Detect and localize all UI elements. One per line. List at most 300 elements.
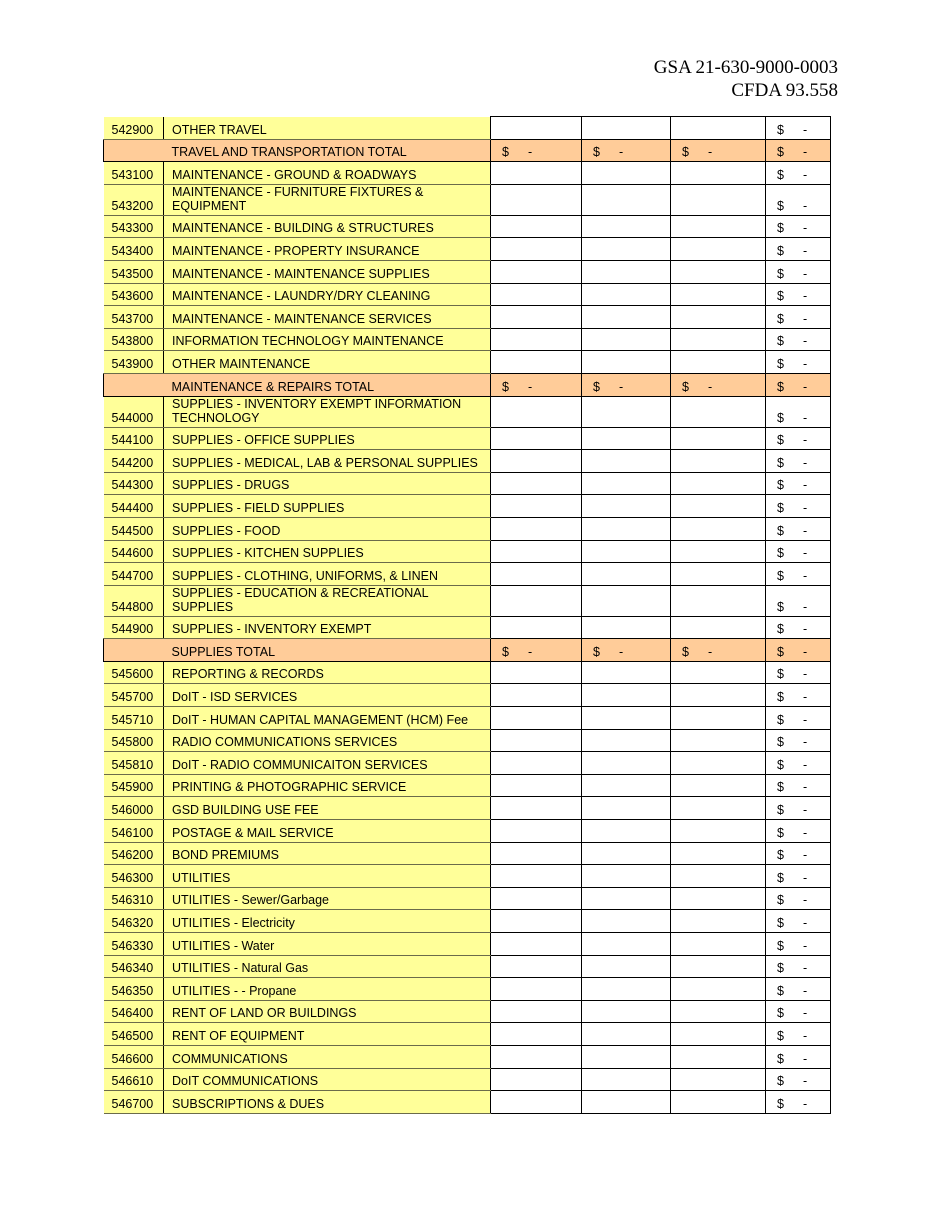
amount-cell-3 bbox=[671, 1023, 766, 1046]
amount-cell-1 bbox=[491, 215, 582, 238]
amount-cell-1 bbox=[491, 517, 582, 540]
row-total bbox=[766, 661, 831, 684]
amount-cell-1 bbox=[491, 306, 582, 329]
account-code: 546000 bbox=[104, 797, 164, 820]
row-total bbox=[766, 117, 831, 140]
amount-value: - bbox=[803, 455, 808, 470]
account-code: 546400 bbox=[104, 1000, 164, 1023]
amount-value: - bbox=[803, 712, 808, 727]
amount-cell-2 bbox=[582, 910, 671, 933]
amount-cell-3 bbox=[671, 978, 766, 1001]
currency-symbol: $ bbox=[777, 870, 784, 885]
amount-value: - bbox=[803, 478, 808, 493]
amount-cell-1 bbox=[491, 978, 582, 1001]
grant-number: GSA 21-630-9000-0003 bbox=[653, 57, 838, 78]
row-total bbox=[766, 1091, 831, 1114]
amount-value: - bbox=[803, 825, 808, 840]
account-description: TRAVEL AND TRANSPORTATION TOTAL bbox=[164, 139, 491, 162]
amount-cell-1 bbox=[491, 1091, 582, 1114]
amount-value: - bbox=[803, 1074, 808, 1089]
row-total bbox=[766, 842, 831, 865]
currency-symbol: $ bbox=[682, 644, 689, 659]
account-code bbox=[104, 139, 164, 162]
table-row bbox=[104, 427, 831, 450]
currency-symbol: $ bbox=[777, 198, 784, 213]
amount-value: - bbox=[803, 266, 808, 281]
amount-cell-3 bbox=[671, 396, 766, 427]
row-total bbox=[766, 563, 831, 586]
amount-cell-1 bbox=[491, 396, 582, 427]
account-description: REPORTING & RECORDS bbox=[164, 661, 491, 684]
amount-cell-2 bbox=[582, 238, 671, 261]
amount-cell-2 bbox=[582, 616, 671, 639]
amount-cell-2 bbox=[582, 978, 671, 1001]
account-code: 546350 bbox=[104, 978, 164, 1001]
account-code: 543300 bbox=[104, 215, 164, 238]
account-code: 543800 bbox=[104, 328, 164, 351]
amount-cell-2 bbox=[582, 260, 671, 283]
table-row bbox=[104, 585, 831, 616]
amount-cell-3 bbox=[671, 238, 766, 261]
amount-value: - bbox=[803, 848, 808, 863]
currency-symbol: $ bbox=[502, 145, 509, 160]
table-row bbox=[104, 955, 831, 978]
amount-value: - bbox=[803, 145, 808, 160]
currency-symbol: $ bbox=[777, 599, 784, 614]
currency-symbol: $ bbox=[777, 145, 784, 160]
amount-cell-3 bbox=[671, 472, 766, 495]
row-total bbox=[766, 616, 831, 639]
amount-cell-1 bbox=[491, 774, 582, 797]
account-description: SUPPLIES - KITCHEN SUPPLIES bbox=[164, 540, 491, 563]
account-description: SUPPLIES - INVENTORY EXEMPT bbox=[164, 616, 491, 639]
table-row bbox=[104, 1023, 831, 1046]
amount-cell-2 bbox=[582, 933, 671, 956]
account-description: DoIT - RADIO COMMUNICAITON SERVICES bbox=[164, 752, 491, 775]
table-row bbox=[104, 933, 831, 956]
account-code: 543900 bbox=[104, 351, 164, 374]
account-description: INFORMATION TECHNOLOGY MAINTENANCE bbox=[164, 328, 491, 351]
account-description: UTILITIES - - Propane bbox=[164, 978, 491, 1001]
currency-symbol: $ bbox=[777, 1028, 784, 1043]
currency-symbol: $ bbox=[777, 644, 784, 659]
amount-value: - bbox=[803, 1028, 808, 1043]
account-code: 546300 bbox=[104, 865, 164, 888]
row-total bbox=[766, 707, 831, 730]
amount-cell-2 bbox=[582, 707, 671, 730]
account-description: DoIT - ISD SERVICES bbox=[164, 684, 491, 707]
amount-value: - bbox=[803, 870, 808, 885]
currency-symbol: $ bbox=[777, 546, 784, 561]
currency-symbol: $ bbox=[777, 478, 784, 493]
amount-value: - bbox=[803, 167, 808, 182]
row-total bbox=[766, 139, 831, 162]
currency-symbol: $ bbox=[777, 1096, 784, 1111]
amount-value: - bbox=[803, 735, 808, 750]
row-total bbox=[766, 260, 831, 283]
amount-value: - bbox=[803, 961, 808, 976]
amount-cell-3 bbox=[671, 495, 766, 518]
currency-symbol: $ bbox=[682, 379, 689, 394]
account-code: 546600 bbox=[104, 1045, 164, 1068]
currency-symbol: $ bbox=[777, 289, 784, 304]
table-row bbox=[104, 540, 831, 563]
amount-cell-2 bbox=[582, 517, 671, 540]
currency-symbol: $ bbox=[777, 1006, 784, 1021]
subtotal-row bbox=[104, 139, 831, 162]
currency-symbol: $ bbox=[777, 735, 784, 750]
row-total bbox=[766, 162, 831, 185]
currency-symbol: $ bbox=[777, 667, 784, 682]
currency-symbol: $ bbox=[777, 622, 784, 637]
amount-cell-2 bbox=[582, 427, 671, 450]
currency-symbol: $ bbox=[593, 379, 600, 394]
amount-cell-3 bbox=[671, 797, 766, 820]
currency-symbol: $ bbox=[777, 334, 784, 349]
account-code: 543100 bbox=[104, 162, 164, 185]
table-row bbox=[104, 752, 831, 775]
amount-cell-3 bbox=[671, 162, 766, 185]
row-total bbox=[766, 1000, 831, 1023]
row-total bbox=[766, 495, 831, 518]
amount-cell-3 bbox=[671, 729, 766, 752]
account-code: 545710 bbox=[104, 707, 164, 730]
amount-cell-3 bbox=[671, 1068, 766, 1091]
account-description: SUPPLIES - FIELD SUPPLIES bbox=[164, 495, 491, 518]
currency-symbol: $ bbox=[777, 410, 784, 425]
account-description: OTHER MAINTENANCE bbox=[164, 351, 491, 374]
amount-value: - bbox=[803, 690, 808, 705]
currency-symbol: $ bbox=[502, 379, 509, 394]
account-description: SUPPLIES - CLOTHING, UNIFORMS, & LINEN bbox=[164, 563, 491, 586]
amount-cell-1 bbox=[491, 450, 582, 473]
amount-cell-1 bbox=[491, 910, 582, 933]
account-code: 543200 bbox=[104, 184, 164, 215]
currency-symbol: $ bbox=[777, 1074, 784, 1089]
amount-value: - bbox=[803, 568, 808, 583]
amount-cell-3 bbox=[671, 933, 766, 956]
table-row bbox=[104, 260, 831, 283]
amount-value: - bbox=[803, 938, 808, 953]
table-row bbox=[104, 910, 831, 933]
amount-cell-2 bbox=[582, 1091, 671, 1114]
amount-cell-3 bbox=[671, 865, 766, 888]
amount-value: - bbox=[803, 893, 808, 908]
row-total bbox=[766, 1023, 831, 1046]
amount-value: - bbox=[803, 599, 808, 614]
amount-cell-1 bbox=[491, 752, 582, 775]
amount-value: - bbox=[803, 667, 808, 682]
amount-cell-1 bbox=[491, 540, 582, 563]
amount-value: - bbox=[803, 198, 808, 213]
amount-value: - bbox=[803, 221, 808, 236]
row-total bbox=[766, 306, 831, 329]
amount-cell-3 bbox=[671, 842, 766, 865]
amount-cell-2 bbox=[582, 1000, 671, 1023]
amount-value: - bbox=[803, 644, 808, 659]
amount-cell-2 bbox=[582, 1068, 671, 1091]
row-total bbox=[766, 729, 831, 752]
account-description: DoIT COMMUNICATIONS bbox=[164, 1068, 491, 1091]
account-description: SUPPLIES - EDUCATION & RECREATIONAL SUPPLIES bbox=[164, 585, 491, 616]
document-header bbox=[654, 56, 838, 102]
currency-symbol: $ bbox=[777, 356, 784, 371]
amount-value: - bbox=[803, 334, 808, 349]
currency-symbol: $ bbox=[777, 893, 784, 908]
amount-cell-2 bbox=[582, 842, 671, 865]
amount-cell-3 bbox=[671, 427, 766, 450]
row-total bbox=[766, 585, 831, 616]
amount-cell-2 bbox=[582, 162, 671, 185]
currency-symbol: $ bbox=[777, 938, 784, 953]
table-row bbox=[104, 616, 831, 639]
currency-symbol: $ bbox=[593, 644, 600, 659]
amount-value: - bbox=[803, 546, 808, 561]
amount-cell-1 bbox=[491, 351, 582, 374]
account-code: 544300 bbox=[104, 472, 164, 495]
amount-cell-1 bbox=[491, 184, 582, 215]
account-description: GSD BUILDING USE FEE bbox=[164, 797, 491, 820]
account-description: MAINTENANCE - MAINTENANCE SERVICES bbox=[164, 306, 491, 329]
amount-cell-3 bbox=[671, 752, 766, 775]
amount-cell-2 bbox=[582, 729, 671, 752]
amount-value: - bbox=[803, 1096, 808, 1111]
row-total bbox=[766, 910, 831, 933]
account-description: RADIO COMMUNICATIONS SERVICES bbox=[164, 729, 491, 752]
amount-value: - bbox=[803, 410, 808, 425]
table-row bbox=[104, 162, 831, 185]
table-row bbox=[104, 517, 831, 540]
amount-cell-3 bbox=[671, 774, 766, 797]
row-total bbox=[766, 978, 831, 1001]
currency-symbol: $ bbox=[777, 690, 784, 705]
currency-symbol: $ bbox=[593, 145, 600, 160]
account-description: MAINTENANCE - BUILDING & STRUCTURES bbox=[164, 215, 491, 238]
row-total bbox=[766, 1068, 831, 1091]
amount-value: - bbox=[803, 289, 808, 304]
table-row bbox=[104, 887, 831, 910]
account-description: COMMUNICATIONS bbox=[164, 1045, 491, 1068]
row-total bbox=[766, 540, 831, 563]
amount-cell-2 bbox=[582, 495, 671, 518]
row-total bbox=[766, 1045, 831, 1068]
amount-cell-3 bbox=[671, 517, 766, 540]
subtotal-amount-2 bbox=[582, 139, 671, 162]
budget-table bbox=[103, 116, 831, 1114]
currency-symbol: $ bbox=[777, 983, 784, 998]
currency-symbol: $ bbox=[777, 221, 784, 236]
currency-symbol: $ bbox=[777, 243, 784, 258]
account-code: 543500 bbox=[104, 260, 164, 283]
amount-cell-3 bbox=[671, 540, 766, 563]
amount-cell-1 bbox=[491, 563, 582, 586]
row-total bbox=[766, 865, 831, 888]
table-row bbox=[104, 1045, 831, 1068]
amount-cell-2 bbox=[582, 117, 671, 140]
account-code: 544800 bbox=[104, 585, 164, 616]
subtotal-amount-3 bbox=[671, 139, 766, 162]
subtotal-amount-3 bbox=[671, 373, 766, 396]
amount-cell-2 bbox=[582, 820, 671, 843]
table-row bbox=[104, 684, 831, 707]
account-code: 544900 bbox=[104, 616, 164, 639]
amount-cell-2 bbox=[582, 797, 671, 820]
amount-cell-2 bbox=[582, 215, 671, 238]
account-code: 544400 bbox=[104, 495, 164, 518]
currency-symbol: $ bbox=[777, 433, 784, 448]
subtotal-amount-2 bbox=[582, 639, 671, 662]
account-description: UTILITIES - Natural Gas bbox=[164, 955, 491, 978]
amount-value: - bbox=[708, 379, 713, 394]
table-row bbox=[104, 238, 831, 261]
amount-value: - bbox=[803, 433, 808, 448]
currency-symbol: $ bbox=[777, 568, 784, 583]
currency-symbol: $ bbox=[777, 266, 784, 281]
account-code: 544100 bbox=[104, 427, 164, 450]
amount-value: - bbox=[803, 780, 808, 795]
amount-cell-3 bbox=[671, 117, 766, 140]
account-description: SUPPLIES - OFFICE SUPPLIES bbox=[164, 427, 491, 450]
amount-cell-3 bbox=[671, 1045, 766, 1068]
amount-value: - bbox=[619, 145, 624, 160]
amount-cell-3 bbox=[671, 887, 766, 910]
amount-cell-2 bbox=[582, 306, 671, 329]
amount-cell-3 bbox=[671, 955, 766, 978]
account-description: UTILITIES - Water bbox=[164, 933, 491, 956]
amount-value: - bbox=[619, 379, 624, 394]
amount-cell-1 bbox=[491, 328, 582, 351]
amount-cell-1 bbox=[491, 117, 582, 140]
amount-cell-2 bbox=[582, 351, 671, 374]
amount-cell-3 bbox=[671, 351, 766, 374]
account-code: 546320 bbox=[104, 910, 164, 933]
amount-cell-3 bbox=[671, 585, 766, 616]
amount-cell-2 bbox=[582, 684, 671, 707]
subtotal-amount-1 bbox=[491, 373, 582, 396]
currency-symbol: $ bbox=[777, 848, 784, 863]
currency-symbol: $ bbox=[777, 1051, 784, 1066]
row-total bbox=[766, 472, 831, 495]
row-total bbox=[766, 517, 831, 540]
row-total bbox=[766, 328, 831, 351]
account-description: BOND PREMIUMS bbox=[164, 842, 491, 865]
amount-cell-1 bbox=[491, 955, 582, 978]
account-code: 544700 bbox=[104, 563, 164, 586]
account-code: 546610 bbox=[104, 1068, 164, 1091]
account-description: MAINTENANCE - PROPERTY INSURANCE bbox=[164, 238, 491, 261]
table-row bbox=[104, 563, 831, 586]
amount-cell-2 bbox=[582, 540, 671, 563]
amount-cell-1 bbox=[491, 820, 582, 843]
budget-table-body bbox=[104, 117, 831, 1114]
amount-cell-2 bbox=[582, 1023, 671, 1046]
account-code: 544600 bbox=[104, 540, 164, 563]
subtotal-row bbox=[104, 639, 831, 662]
subtotal-amount-3 bbox=[671, 639, 766, 662]
account-code bbox=[104, 373, 164, 396]
subtotal-row bbox=[104, 373, 831, 396]
table-row bbox=[104, 495, 831, 518]
amount-cell-2 bbox=[582, 184, 671, 215]
table-row bbox=[104, 1068, 831, 1091]
amount-value: - bbox=[803, 916, 808, 930]
currency-symbol: $ bbox=[777, 916, 784, 930]
currency-symbol: $ bbox=[777, 757, 784, 772]
row-total bbox=[766, 396, 831, 427]
amount-cell-3 bbox=[671, 820, 766, 843]
currency-symbol: $ bbox=[777, 122, 784, 137]
account-code: 546100 bbox=[104, 820, 164, 843]
amount-cell-2 bbox=[582, 472, 671, 495]
amount-cell-2 bbox=[582, 450, 671, 473]
amount-cell-3 bbox=[671, 283, 766, 306]
table-row bbox=[104, 978, 831, 1001]
account-description: POSTAGE & MAIL SERVICE bbox=[164, 820, 491, 843]
amount-cell-3 bbox=[671, 450, 766, 473]
amount-cell-1 bbox=[491, 162, 582, 185]
row-total bbox=[766, 752, 831, 775]
amount-cell-3 bbox=[671, 707, 766, 730]
row-total bbox=[766, 450, 831, 473]
row-total bbox=[766, 373, 831, 396]
amount-value: - bbox=[708, 145, 713, 160]
table-row bbox=[104, 450, 831, 473]
amount-cell-1 bbox=[491, 797, 582, 820]
account-code: 543600 bbox=[104, 283, 164, 306]
table-row bbox=[104, 396, 831, 427]
row-total bbox=[766, 955, 831, 978]
table-row bbox=[104, 472, 831, 495]
row-total bbox=[766, 215, 831, 238]
account-code: 545810 bbox=[104, 752, 164, 775]
amount-value: - bbox=[803, 1006, 808, 1021]
amount-value: - bbox=[708, 644, 713, 659]
table-row bbox=[104, 306, 831, 329]
amount-cell-1 bbox=[491, 684, 582, 707]
amount-cell-1 bbox=[491, 707, 582, 730]
currency-symbol: $ bbox=[777, 712, 784, 727]
account-description: SUPPLIES - MEDICAL, LAB & PERSONAL SUPPLIES bbox=[164, 450, 491, 473]
amount-cell-1 bbox=[491, 1023, 582, 1046]
amount-cell-1 bbox=[491, 472, 582, 495]
amount-cell-2 bbox=[582, 283, 671, 306]
currency-symbol: $ bbox=[777, 500, 784, 515]
amount-cell-2 bbox=[582, 328, 671, 351]
amount-value: - bbox=[803, 803, 808, 818]
amount-cell-3 bbox=[671, 260, 766, 283]
amount-cell-3 bbox=[671, 328, 766, 351]
table-row bbox=[104, 328, 831, 351]
amount-cell-3 bbox=[671, 910, 766, 933]
amount-value: - bbox=[528, 644, 533, 659]
amount-value: - bbox=[803, 757, 808, 772]
table-row bbox=[104, 797, 831, 820]
account-code: 546500 bbox=[104, 1023, 164, 1046]
account-code: 546700 bbox=[104, 1091, 164, 1114]
account-code: 545700 bbox=[104, 684, 164, 707]
amount-cell-1 bbox=[491, 842, 582, 865]
currency-symbol: $ bbox=[777, 455, 784, 470]
row-total bbox=[766, 797, 831, 820]
account-description: MAINTENANCE - FURNITURE FIXTURES & EQUIPMENT bbox=[164, 184, 491, 215]
amount-cell-2 bbox=[582, 752, 671, 775]
currency-symbol: $ bbox=[777, 825, 784, 840]
account-code: 545900 bbox=[104, 774, 164, 797]
currency-symbol: $ bbox=[682, 145, 689, 160]
amount-cell-3 bbox=[671, 1091, 766, 1114]
currency-symbol: $ bbox=[777, 379, 784, 394]
amount-cell-2 bbox=[582, 585, 671, 616]
